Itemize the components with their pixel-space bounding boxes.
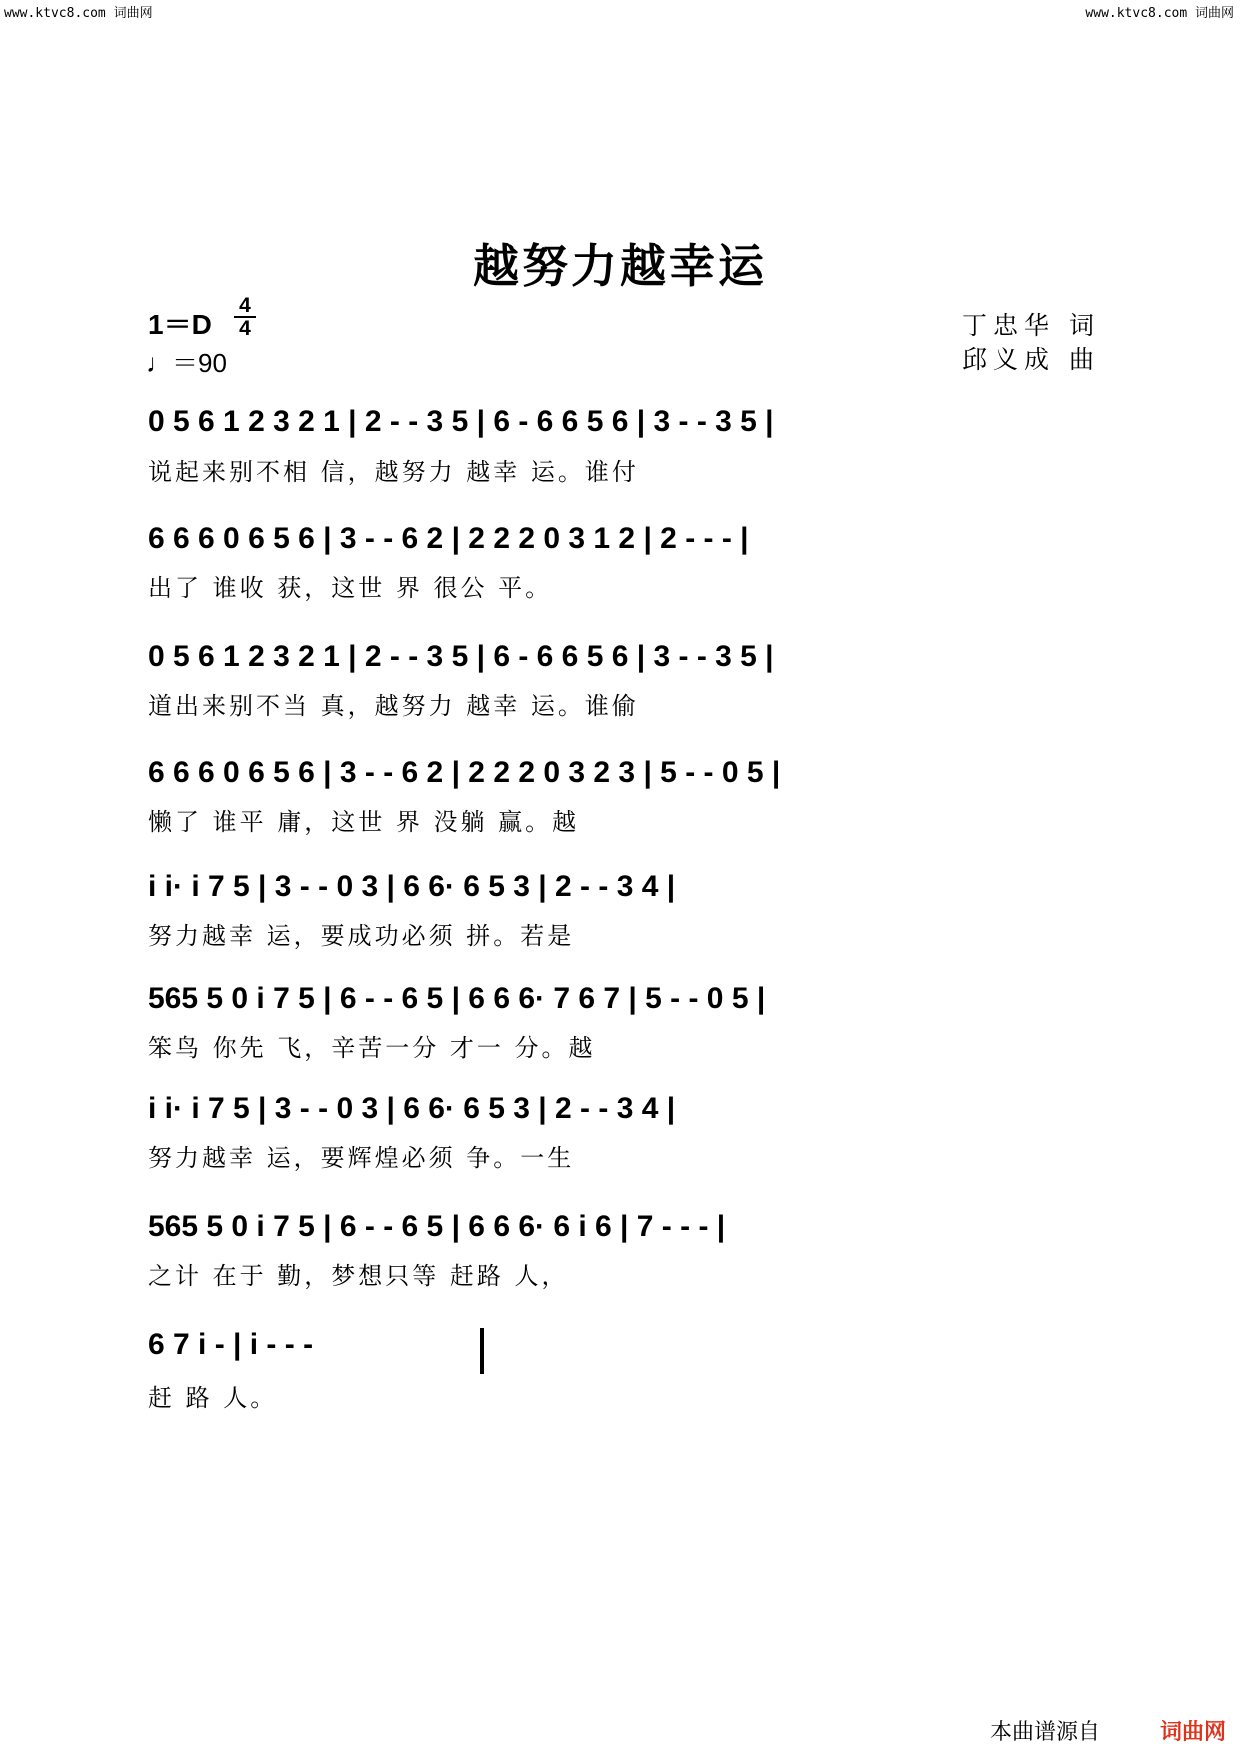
tempo-marking: ♩＝90 xyxy=(146,348,227,378)
lyrics-line-2: 出了 谁收 获，这世 界 很公 平。 xyxy=(148,574,553,602)
lyrics-line-9: 赶 路 人。 xyxy=(148,1384,278,1412)
notation-line-5: i i· i 7 5 | 3 - - 0 3 | 6 6· 6 5 3 | 2 - - 3 4 | xyxy=(148,870,676,903)
lyrics-line-4: 懒了 谁平 庸，这世 界 没躺 赢。越 xyxy=(148,808,580,836)
notation-line-6: 565 5 0 i 7 5 | 6 - - 6 5 | 6 6 6· 7 6 7 | 5 - - 0 5 | xyxy=(148,982,766,1015)
time-signature-bottom: 4 xyxy=(239,317,251,340)
notation-line-9: 6 7 i - | i - - - xyxy=(148,1328,314,1361)
watermark-right: www.ktvc8.com 词曲网 xyxy=(1085,6,1234,21)
lyrics-line-5: 努力越幸 运，要成功必须 拼。若是 xyxy=(148,922,575,950)
footer-source-text: 本曲谱源自 xyxy=(989,1720,1100,1745)
lyrics-line-8: 之计 在于 勤，梦想只等 赶路 人， xyxy=(148,1262,569,1290)
composer-credit: 邱义成 曲 xyxy=(962,345,1100,374)
lyrics-line-6: 笨鸟 你先 飞，辛苦一分 才一 分。越 xyxy=(148,1034,596,1062)
key-signature: 1＝D xyxy=(148,309,212,340)
lyrics-line-3: 道出来别不当 真，越努力 越幸 运。谁偷 xyxy=(148,692,639,720)
footer-logo[interactable]: 词曲网 xyxy=(1159,1720,1226,1745)
notation-line-1: 0 5 6 1 2 3 2 1 | 2 - - 3 5 | 6 - 6 6 5 6 | 3 - - 3 5 | xyxy=(148,405,774,438)
time-signature-top: 4 xyxy=(239,294,251,317)
final-barline xyxy=(480,1328,484,1374)
lyrics-line-1: 说起来别不相 信，越努力 越幸 运。谁付 xyxy=(148,458,639,486)
time-signature xyxy=(232,296,258,338)
notation-line-4: 6 6 6 0 6 5 6 | 3 - - 6 2 | 2 2 2 0 3 2 3 | 5 - - 0 5 | xyxy=(148,756,781,789)
notation-line-2: 6 6 6 0 6 5 6 | 3 - - 6 2 | 2 2 2 0 3 1 2 | 2 - - - | xyxy=(148,522,749,555)
lyricist-credit: 丁忠华 词 xyxy=(962,311,1100,340)
lyrics-line-7: 努力越幸 运，要辉煌必须 争。一生 xyxy=(148,1144,575,1172)
notation-line-8: 565 5 0 i 7 5 | 6 - - 6 5 | 6 6 6· 6 i 6 | 7 - - - | xyxy=(148,1210,726,1243)
notation-line-7: i i· i 7 5 | 3 - - 0 3 | 6 6· 6 5 3 | 2 - - 3 4 | xyxy=(148,1092,676,1125)
watermark-left: www.ktvc8.com 词曲网 xyxy=(4,6,153,21)
notation-line-3: 0 5 6 1 2 3 2 1 | 2 - - 3 5 | 6 - 6 6 5 6 | 3 - - 3 5 | xyxy=(148,640,774,673)
song-title: 越努力越幸运 xyxy=(473,239,767,293)
